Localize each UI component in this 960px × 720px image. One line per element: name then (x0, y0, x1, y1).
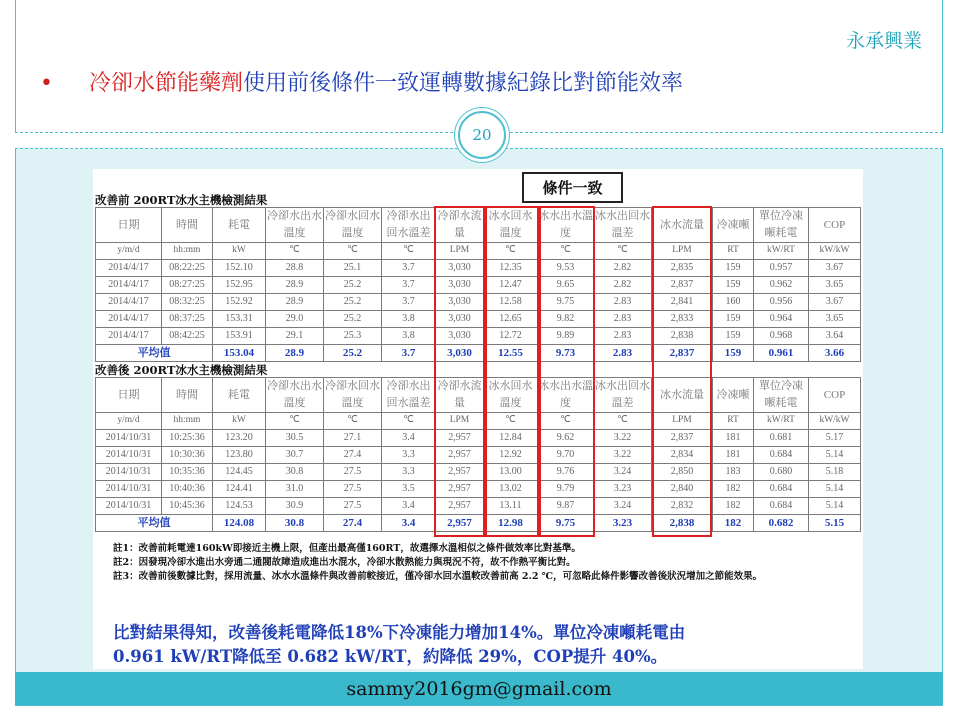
table-cell: 2014/4/17 (96, 294, 162, 311)
column-header: 冰水出回水溫差 (594, 378, 652, 413)
table-cell: 12.65 (484, 311, 538, 328)
unit-cell: kW (213, 243, 266, 260)
average-cell: 182 (713, 515, 754, 532)
table-cell: 2014/10/31 (96, 464, 162, 481)
table-cell: 9.75 (538, 294, 594, 311)
table-cell: 25.2 (324, 277, 382, 294)
condition-badge: 條件一致 (522, 172, 623, 203)
table-cell: 10:40:36 (162, 481, 213, 498)
column-header: 時間 (162, 208, 213, 243)
unit-cell: hh:mm (162, 413, 213, 430)
table-cell: 2014/10/31 (96, 430, 162, 447)
average-cell: 159 (713, 345, 754, 362)
table-cell: 2,834 (652, 447, 713, 464)
table-cell: 10:35:36 (162, 464, 213, 481)
unit-cell: LPM (436, 413, 484, 430)
unit-cell: ℃ (324, 243, 382, 260)
column-header: 冰水回水溫度 (484, 208, 538, 243)
table-cell: 3,030 (436, 311, 484, 328)
highlight-cooling-water-flow (434, 206, 485, 537)
column-header: 冷卻水回水溫度 (324, 208, 382, 243)
note-2: 註2：因發現冷卻水進出水旁通二通閥故障造成進出水混水，冷卻水散熱能力與現況不符，故不作熱平衡比對。 (113, 557, 576, 568)
unit-cell: kW/RT (754, 243, 809, 260)
table-cell: 153.91 (213, 328, 266, 345)
note-3: 註3：改善前後數據比對，採用流量、冰水水溫條件與改善前較接近，僅冷卻水回水溫較改善前高 2.2 ℃，可忽略此條件影響改善後狀況增加之節能效果。 (113, 571, 763, 582)
unit-cell: LPM (652, 413, 713, 430)
notes (113, 542, 853, 584)
column-header: 時間 (162, 378, 213, 413)
table-cell: 3,030 (436, 328, 484, 345)
page-number: 20 (458, 111, 506, 159)
table-cell: 10:25:36 (162, 430, 213, 447)
table-cell: 3.5 (382, 481, 436, 498)
summary-line-1: 比對結果得知，改善後耗電降低18%下冷凍能力增加14%。單位冷凍噸耗電由 (113, 623, 686, 642)
column-header: COP (809, 208, 861, 243)
table-cell: 2.83 (594, 311, 652, 328)
table-cell: 31.0 (266, 481, 324, 498)
table-cell: 2,957 (436, 481, 484, 498)
column-header: 冰水回水溫度 (484, 378, 538, 413)
table-cell: 08:32:25 (162, 294, 213, 311)
table-cell: 2.82 (594, 277, 652, 294)
column-header: 冰水出回水溫差 (594, 208, 652, 243)
unit-cell: LPM (436, 243, 484, 260)
table-cell: 0.684 (754, 447, 809, 464)
company-name: 永承興業 (845, 30, 922, 52)
average-cell: 2,837 (652, 345, 713, 362)
table-cell: 159 (713, 311, 754, 328)
average-cell: 153.04 (213, 345, 266, 362)
column-header: 冷卻水出回水溫差 (382, 378, 436, 413)
table-cell: 12.35 (484, 260, 538, 277)
average-cell: 3.4 (382, 515, 436, 532)
table-cell: 124.53 (213, 498, 266, 515)
table-cell: 3.4 (382, 430, 436, 447)
average-cell: 2.83 (594, 345, 652, 362)
table-cell: 2,837 (652, 430, 713, 447)
column-header: 日期 (96, 378, 162, 413)
column-header: 耗電 (213, 208, 266, 243)
table-cell: 3.3 (382, 464, 436, 481)
table-cell: 2,838 (652, 328, 713, 345)
table-cell: 2014/4/17 (96, 311, 162, 328)
unit-cell: hh:mm (162, 243, 213, 260)
table-cell: 3.24 (594, 464, 652, 481)
summary (113, 621, 858, 669)
column-header: 冰水流量 (652, 378, 713, 413)
before-section-title: 改善前 200RT冰水主機檢測結果 (95, 193, 268, 207)
slide-title-blue: 使用前後條件一致運轉數據紀錄比對節能效率 (243, 71, 684, 96)
average-cell: 27.4 (324, 515, 382, 532)
table-cell: 5.18 (809, 464, 861, 481)
average-cell: 2,838 (652, 515, 713, 532)
table-cell: 3.7 (382, 260, 436, 277)
table-cell: 153.31 (213, 311, 266, 328)
table-cell: 25.1 (324, 260, 382, 277)
table-cell: 0.957 (754, 260, 809, 277)
table-cell: 124.45 (213, 464, 266, 481)
table-cell: 9.79 (538, 481, 594, 498)
table-cell: 9.82 (538, 311, 594, 328)
unit-cell: ℃ (594, 413, 652, 430)
table-cell: 5.17 (809, 430, 861, 447)
table-cell: 159 (713, 277, 754, 294)
table-cell: 152.95 (213, 277, 266, 294)
average-cell: 9.75 (538, 515, 594, 532)
average-cell: 9.73 (538, 345, 594, 362)
average-cell: 3.7 (382, 345, 436, 362)
table-cell: 0.964 (754, 311, 809, 328)
column-header: 冷卻水出水溫度 (266, 378, 324, 413)
table-cell: 2,833 (652, 311, 713, 328)
table-cell: 5.14 (809, 447, 861, 464)
table-cell: 3.65 (809, 311, 861, 328)
table-cell: 3.22 (594, 447, 652, 464)
highlight-chilled-return-temp (485, 206, 539, 537)
column-header: 冷卻水流量 (436, 378, 484, 413)
table-cell: 13.02 (484, 481, 538, 498)
table-cell: 28.8 (266, 260, 324, 277)
column-header: 日期 (96, 208, 162, 243)
unit-cell: ℃ (594, 243, 652, 260)
table-cell: 2014/10/31 (96, 498, 162, 515)
column-header: 單位冷凍噸耗電 (754, 208, 809, 243)
unit-cell: RT (713, 413, 754, 430)
table-cell: 13.00 (484, 464, 538, 481)
unit-cell: ℃ (382, 413, 436, 430)
table-cell: 08:37:25 (162, 311, 213, 328)
table-cell: 0.684 (754, 481, 809, 498)
table-cell: 2.83 (594, 328, 652, 345)
highlight-chilled-supply-temp (539, 206, 595, 537)
unit-cell: y/m/d (96, 243, 162, 260)
unit-cell: ℃ (484, 413, 538, 430)
average-cell: 30.8 (266, 515, 324, 532)
average-label: 平均值 (96, 345, 213, 362)
average-cell: 3,030 (436, 345, 484, 362)
table-cell: 2,957 (436, 498, 484, 515)
average-cell: 2,957 (436, 515, 484, 532)
column-header: 冷卻水出水溫度 (266, 208, 324, 243)
table-cell: 181 (713, 430, 754, 447)
table-cell: 08:42:25 (162, 328, 213, 345)
table-cell: 3.8 (382, 328, 436, 345)
unit-cell: kW/kW (809, 243, 861, 260)
table-cell: 182 (713, 498, 754, 515)
footer-email: sammy2016gm@gmail.com (15, 672, 943, 705)
column-header: 冰水出水溫度 (538, 208, 594, 243)
table-cell: 27.5 (324, 481, 382, 498)
slide-title (40, 66, 683, 97)
highlight-chilled-water-flow (652, 206, 712, 537)
table-cell: 2,837 (652, 277, 713, 294)
column-header: 耗電 (213, 378, 266, 413)
unit-cell: ℃ (324, 413, 382, 430)
table-cell: 3.7 (382, 294, 436, 311)
table-cell: 9.87 (538, 498, 594, 515)
average-cell: 12.55 (484, 345, 538, 362)
bullet-icon: • (40, 71, 53, 96)
table-cell: 2,957 (436, 447, 484, 464)
table-cell: 3.4 (382, 498, 436, 515)
table-cell: 182 (713, 481, 754, 498)
table-cell: 3,030 (436, 294, 484, 311)
table-cell: 3,030 (436, 260, 484, 277)
column-header: 冷凍噸 (713, 378, 754, 413)
table-cell: 08:22:25 (162, 260, 213, 277)
average-cell: 3.23 (594, 515, 652, 532)
table-cell: 152.10 (213, 260, 266, 277)
average-cell: 3.66 (809, 345, 861, 362)
table-cell: 3.24 (594, 498, 652, 515)
table-cell: 25.2 (324, 294, 382, 311)
table-cell: 9.76 (538, 464, 594, 481)
column-header: 冰水出水溫度 (538, 378, 594, 413)
average-label: 平均值 (96, 515, 213, 532)
table-cell: 10:30:36 (162, 447, 213, 464)
table-cell: 2.83 (594, 294, 652, 311)
table-cell: 0.956 (754, 294, 809, 311)
table-cell: 0.962 (754, 277, 809, 294)
table-cell: 159 (713, 260, 754, 277)
unit-cell: y/m/d (96, 413, 162, 430)
table-cell: 2.82 (594, 260, 652, 277)
table-cell: 9.62 (538, 430, 594, 447)
column-header: 單位冷凍噸耗電 (754, 378, 809, 413)
table-cell: 123.20 (213, 430, 266, 447)
table-cell: 3.23 (594, 481, 652, 498)
table-cell: 12.84 (484, 430, 538, 447)
table-cell: 152.92 (213, 294, 266, 311)
table-cell: 2,840 (652, 481, 713, 498)
average-cell: 5.15 (809, 515, 861, 532)
unit-cell: ℃ (538, 243, 594, 260)
table-cell: 30.9 (266, 498, 324, 515)
average-cell: 124.08 (213, 515, 266, 532)
table-cell: 30.8 (266, 464, 324, 481)
table-cell: 12.72 (484, 328, 538, 345)
unit-cell: ℃ (382, 243, 436, 260)
table-cell: 9.70 (538, 447, 594, 464)
table-cell: 2014/4/17 (96, 277, 162, 294)
table-cell: 3.22 (594, 430, 652, 447)
average-cell: 25.2 (324, 345, 382, 362)
unit-cell: kW (213, 413, 266, 430)
table-cell: 13.11 (484, 498, 538, 515)
table-cell: 30.7 (266, 447, 324, 464)
table-cell: 29.0 (266, 311, 324, 328)
table-cell: 27.5 (324, 498, 382, 515)
summary-line-2: 0.961 kW/RT降低至 0.682 kW/RT，約降低 29%，COP提升 40%。 (113, 647, 668, 666)
unit-cell: ℃ (484, 243, 538, 260)
table-cell: 12.58 (484, 294, 538, 311)
column-header: 冷卻水回水溫度 (324, 378, 382, 413)
table-cell: 2,957 (436, 464, 484, 481)
table-cell: 3.3 (382, 447, 436, 464)
table-cell: 9.65 (538, 277, 594, 294)
unit-cell: ℃ (266, 243, 324, 260)
average-cell: 28.9 (266, 345, 324, 362)
table-cell: 2,957 (436, 430, 484, 447)
slide-title-red: 冷卻水節能藥劑 (88, 71, 243, 96)
table-cell: 124.41 (213, 481, 266, 498)
table-cell: 5.14 (809, 481, 861, 498)
table-cell: 5.14 (809, 498, 861, 515)
note-1: 註1：改善前耗電達160kW即接近主機上限，但產出最高僅160RT，故選擇水溫相似之條件做效率比對基準。 (113, 543, 581, 554)
table-cell: 0.680 (754, 464, 809, 481)
after-section-title: 改善後 200RT冰水主機檢測結果 (95, 363, 268, 377)
table-cell: 2014/4/17 (96, 328, 162, 345)
column-header: 冷卻水流量 (436, 208, 484, 243)
unit-cell: LPM (652, 243, 713, 260)
table-cell: 28.9 (266, 294, 324, 311)
table-cell: 3.65 (809, 277, 861, 294)
scanned-document (93, 169, 863, 669)
table-cell: 12.47 (484, 277, 538, 294)
table-cell: 3.8 (382, 311, 436, 328)
table-cell: 2014/10/31 (96, 447, 162, 464)
table-cell: 27.4 (324, 447, 382, 464)
table-cell: 183 (713, 464, 754, 481)
table-cell: 9.53 (538, 260, 594, 277)
unit-cell: ℃ (538, 413, 594, 430)
table-cell: 0.681 (754, 430, 809, 447)
unit-cell: ℃ (266, 413, 324, 430)
table-cell: 10:45:36 (162, 498, 213, 515)
column-header: 冷卻水出回水溫差 (382, 208, 436, 243)
table-cell: 9.89 (538, 328, 594, 345)
table-cell: 27.5 (324, 464, 382, 481)
table-cell: 3.7 (382, 277, 436, 294)
table-cell: 3.67 (809, 294, 861, 311)
table-cell: 08:27:25 (162, 277, 213, 294)
unit-cell: kW/kW (809, 413, 861, 430)
unit-cell: kW/RT (754, 413, 809, 430)
table-cell: 159 (713, 328, 754, 345)
table-cell: 181 (713, 447, 754, 464)
table-cell: 25.2 (324, 311, 382, 328)
table-cell: 27.1 (324, 430, 382, 447)
column-header: COP (809, 378, 861, 413)
table-cell: 25.3 (324, 328, 382, 345)
table-cell: 2,832 (652, 498, 713, 515)
table-cell: 3,030 (436, 277, 484, 294)
table-cell: 12.92 (484, 447, 538, 464)
average-cell: 12.98 (484, 515, 538, 532)
table-cell: 2,835 (652, 260, 713, 277)
table-cell: 2,841 (652, 294, 713, 311)
table-cell: 3.67 (809, 260, 861, 277)
table-cell: 0.684 (754, 498, 809, 515)
column-header: 冰水流量 (652, 208, 713, 243)
table-cell: 0.968 (754, 328, 809, 345)
unit-cell: RT (713, 243, 754, 260)
table-cell: 160 (713, 294, 754, 311)
table-cell: 123.80 (213, 447, 266, 464)
average-cell: 0.961 (754, 345, 809, 362)
table-cell: 30.5 (266, 430, 324, 447)
table-cell: 3.64 (809, 328, 861, 345)
table-cell: 29.1 (266, 328, 324, 345)
table-cell: 28.9 (266, 277, 324, 294)
column-header: 冷凍噸 (713, 208, 754, 243)
table-cell: 2014/10/31 (96, 481, 162, 498)
average-cell: 0.682 (754, 515, 809, 532)
table-cell: 2,850 (652, 464, 713, 481)
table-cell: 2014/4/17 (96, 260, 162, 277)
